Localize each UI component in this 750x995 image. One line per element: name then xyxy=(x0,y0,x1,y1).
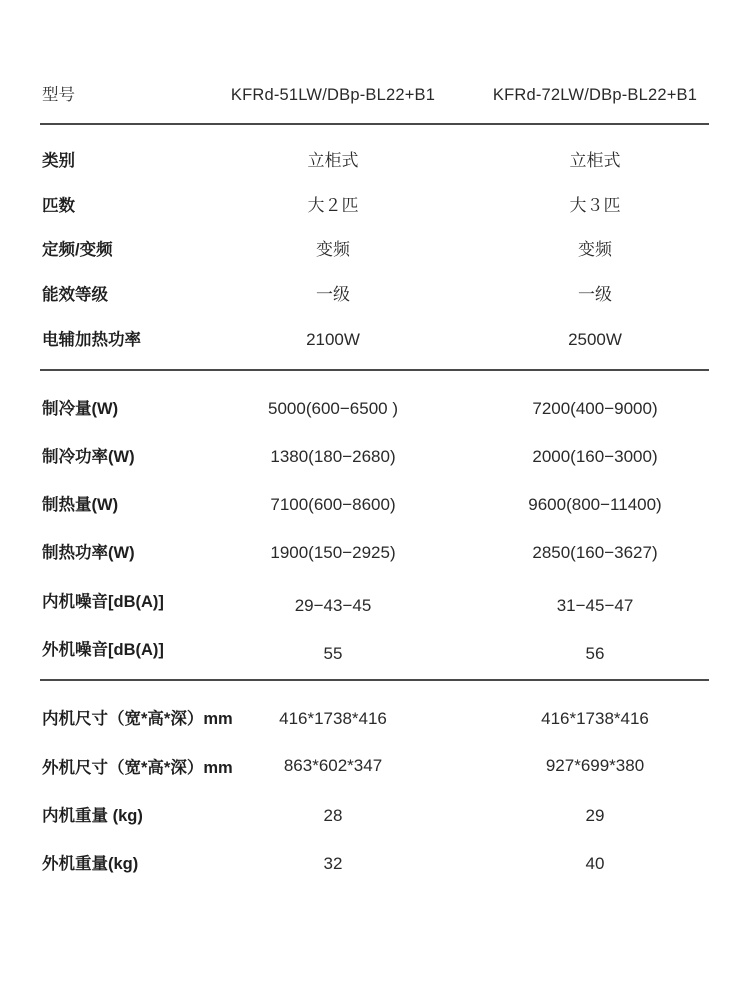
row-label: 制冷功率(W) xyxy=(42,448,135,466)
row-value-model-2: 2000(160−3000) xyxy=(532,447,658,466)
row-label: 外机重量(kg) xyxy=(42,855,139,873)
row-value-model-1: 863*602*347 xyxy=(283,756,383,775)
row-value-model-2: 7200(400−9000) xyxy=(532,399,658,418)
row-label: 定频/变频 xyxy=(42,241,113,259)
row-value-model-1: 1900(150−2925) xyxy=(270,543,396,562)
row-value-model-2: 2500W xyxy=(568,330,622,349)
row-label: 制冷量(W) xyxy=(42,400,119,418)
row-value-model-1: 55 xyxy=(323,644,343,663)
row-value-model-1: 2100W xyxy=(306,330,360,349)
row-label: 外机尺寸（宽*高*深）mm xyxy=(42,759,233,777)
spec-row-cooling-power xyxy=(0,440,750,474)
row-value-model-1: 大２匹 xyxy=(307,196,359,215)
spec-row-indoor-noise xyxy=(0,585,750,619)
row-value-model-2: 立柜式 xyxy=(569,151,621,170)
row-value-model-2: 9600(800−11400) xyxy=(528,495,662,514)
row-value-model-2: 31−45−47 xyxy=(556,596,634,615)
divider-header xyxy=(40,123,709,125)
row-value-model-1: 一级 xyxy=(316,285,350,304)
row-value-model-2: 2850(160−3627) xyxy=(532,543,658,562)
spec-row-category xyxy=(0,144,750,178)
spec-row-indoor-dimensions xyxy=(0,702,750,736)
row-value-model-2: 29 xyxy=(585,806,605,825)
row-value-model-1: 32 xyxy=(323,854,343,873)
row-value-model-2: 40 xyxy=(585,854,605,873)
divider-section-1 xyxy=(40,369,709,371)
row-label: 类别 xyxy=(42,152,75,170)
row-value-model-1: 变频 xyxy=(316,240,350,259)
row-value-model-1: 28 xyxy=(323,806,343,825)
spec-row-heating-capacity xyxy=(0,488,750,522)
spec-row-frequency-type xyxy=(0,233,750,267)
spec-row-outdoor-dimensions xyxy=(0,751,750,785)
row-label: 电辅加热功率 xyxy=(42,331,141,349)
header-label: 型号 xyxy=(42,86,75,104)
model-1-name: KFRd-51LW/DBp-BL22+B1 xyxy=(230,86,436,104)
model-2-name: KFRd-72LW/DBp-BL22+B1 xyxy=(492,86,698,104)
divider-section-2 xyxy=(40,679,709,681)
row-label: 内机重量 (kg) xyxy=(42,807,143,825)
row-value-model-1: 立柜式 xyxy=(307,151,359,170)
header-row xyxy=(0,78,750,112)
row-value-model-2: 416*1738*416 xyxy=(541,709,649,728)
row-value-model-2: 56 xyxy=(585,644,605,663)
spec-row-cooling-capacity xyxy=(0,392,750,426)
spec-row-heating-power xyxy=(0,536,750,570)
row-value-model-1: 416*1738*416 xyxy=(279,709,387,728)
spec-row-horsepower xyxy=(0,189,750,223)
row-value-model-2: 变频 xyxy=(578,240,612,259)
row-label: 内机尺寸（宽*高*深）mm xyxy=(42,710,233,728)
row-label: 内机噪音[dB(A)] xyxy=(42,593,164,611)
row-value-model-1: 29−43−45 xyxy=(294,596,372,615)
spec-row-energy-grade xyxy=(0,278,750,312)
spec-row-outdoor-noise xyxy=(0,633,750,667)
row-label: 制热量(W) xyxy=(42,496,119,514)
spec-row-aux-heating-power xyxy=(0,323,750,357)
row-value-model-1: 7100(600−8600) xyxy=(270,495,396,514)
row-label: 匹数 xyxy=(42,197,75,215)
row-value-model-1: 1380(180−2680) xyxy=(270,447,396,466)
row-value-model-2: 927*699*380 xyxy=(545,756,645,775)
row-label: 外机噪音[dB(A)] xyxy=(42,641,164,659)
row-label: 制热功率(W) xyxy=(42,544,135,562)
row-value-model-1: 5000(600−6500 ) xyxy=(268,399,398,418)
spec-row-indoor-weight xyxy=(0,799,750,833)
spec-row-outdoor-weight xyxy=(0,847,750,881)
row-value-model-2: 大３匹 xyxy=(569,196,621,215)
row-value-model-2: 一级 xyxy=(578,285,612,304)
row-label: 能效等级 xyxy=(42,286,108,304)
